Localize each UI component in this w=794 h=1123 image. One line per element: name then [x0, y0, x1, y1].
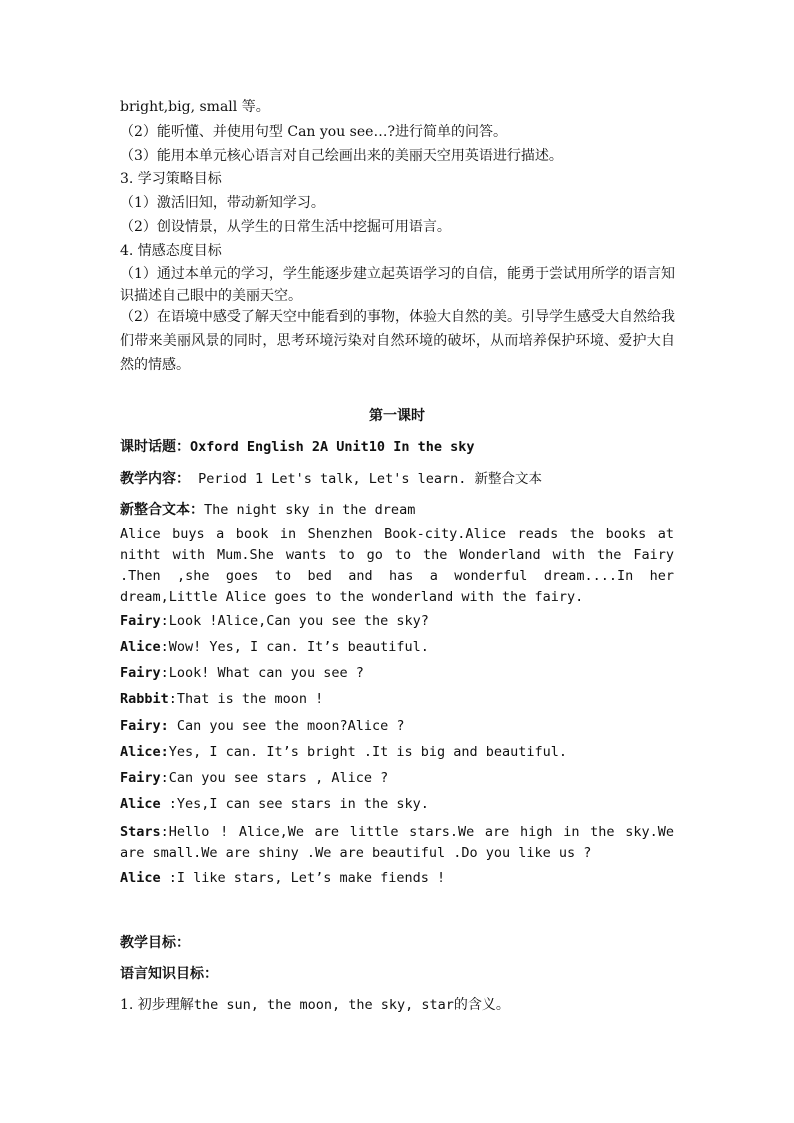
emotion-heading: 4. 情感态度目标: [120, 243, 222, 259]
objective-item-1-suffix: 的含义。: [453, 997, 510, 1013]
emotion-item-2: （2）在语境中感受了解天空中能看到的事物，体验大自然的美。引导学生感受大自然给我们带来美丽风景的同时，思考环境污染对自然环境的破坏，从而培养保护环境、爱护大自然的情感。: [120, 309, 675, 373]
topic-value: Oxford English 2A Unit10 In the sky: [190, 439, 475, 455]
dialogue-text: :Wow! Yes, I can. It’s beautiful.: [160, 639, 429, 655]
dialogue-line: [120, 691, 323, 707]
content-value: Period 1 Let's talk, Let's learn. 新整合文本: [190, 471, 542, 487]
dialogue-text: :Look! What can you see ?: [160, 665, 364, 681]
dialogue-line: [120, 822, 674, 864]
content-line: [120, 467, 542, 488]
strategy-heading: 3. 学习策略目标: [120, 171, 222, 187]
objective-item-1-words: the sun, the moon, the sky, star: [193, 997, 454, 1013]
dialogue-speaker: Rabbit: [120, 691, 169, 707]
objective-line-3: （3）能用本单元核心语言对自己绘画出来的美丽天空用英语进行描述。: [120, 148, 563, 164]
dialogue-text: :Hello ! Alice,We are little stars.We are high in the sky.We are small.We are shiny .We are beautiful .Do you like us ?: [120, 824, 674, 861]
objective-item-1-prefix: 1. 初步理解: [120, 997, 194, 1013]
objective-line-1: bright,big, small 等。: [120, 99, 270, 115]
dialogue-text: Yes, I can. It’s bright .It is big and beautiful.: [168, 744, 568, 760]
dialogue-speaker: Alice: [120, 639, 161, 655]
emotion-item-1: （1）通过本单元的学习，学生能逐步建立起英语学习的自信，能勇于尝试用所学的语言知识描述自己眼中的美丽天空。: [120, 266, 675, 304]
dialogue-text: :I like stars, Let’s make fiends !: [160, 870, 446, 886]
text-line: [120, 499, 415, 519]
language-knowledge-heading: 语言知识目标：: [120, 966, 218, 982]
dialogue-speaker: Fairy:: [120, 718, 169, 734]
dialogue-line: [120, 639, 429, 655]
dialogue-speaker: Stars: [120, 824, 161, 840]
objectives-heading: 教学目标：: [120, 935, 190, 951]
dialogue-speaker: Fairy: [120, 613, 161, 629]
dialogue-text: :Can you see stars , Alice ?: [160, 770, 389, 786]
dialogue-line: [120, 770, 388, 786]
dialogue-line: [120, 718, 404, 734]
dialogue-text: :That is the moon !: [168, 691, 324, 707]
dialogue-speaker: Alice:: [120, 744, 169, 760]
dialogue-line: [120, 613, 429, 629]
dialogue-line: [120, 665, 364, 681]
dialogue-line: [120, 870, 445, 886]
content-label: 教学内容：: [120, 471, 190, 487]
dialogue-text: Can you see the moon?Alice ?: [168, 718, 405, 734]
story-paragraph: Alice buys a book in Shenzhen Book-city.Alice reads the books at nitht with Mum.She wants to go to the Wonderland with the Fairy .Then ,she goes to bed and has a wonderful dream....In her dream,Little Alice goes to the wonderland with the fairy.: [120, 526, 674, 605]
objective-item-1: [120, 994, 510, 1014]
dialogue-line: [120, 744, 567, 760]
topic-line: [120, 436, 474, 456]
text-value: The night sky in the dream: [204, 502, 416, 518]
lesson-title: 第一课时: [369, 408, 425, 424]
dialogue-speaker: Alice: [120, 796, 161, 812]
strategy-item-1: （1）激活旧知，带动新知学习。: [120, 195, 325, 211]
dialogue-text: :Look !Alice,Can you see the sky?: [160, 613, 429, 629]
dialogue-speaker: Fairy: [120, 665, 161, 681]
dialogue-speaker: Fairy: [120, 770, 161, 786]
dialogue-speaker: Alice: [120, 870, 161, 886]
topic-label: 课时话题：: [120, 439, 190, 455]
dialogue-line: [120, 796, 429, 812]
dialogue-text: :Yes,I can see stars in the sky.: [160, 796, 429, 812]
text-label: 新整合文本：: [120, 502, 204, 518]
objective-line-2: （2）能听懂、并使用句型 Can you see…?进行简单的问答。: [120, 124, 507, 140]
strategy-item-2: （2）创设情景，从学生的日常生活中挖掘可用语言。: [120, 219, 451, 235]
